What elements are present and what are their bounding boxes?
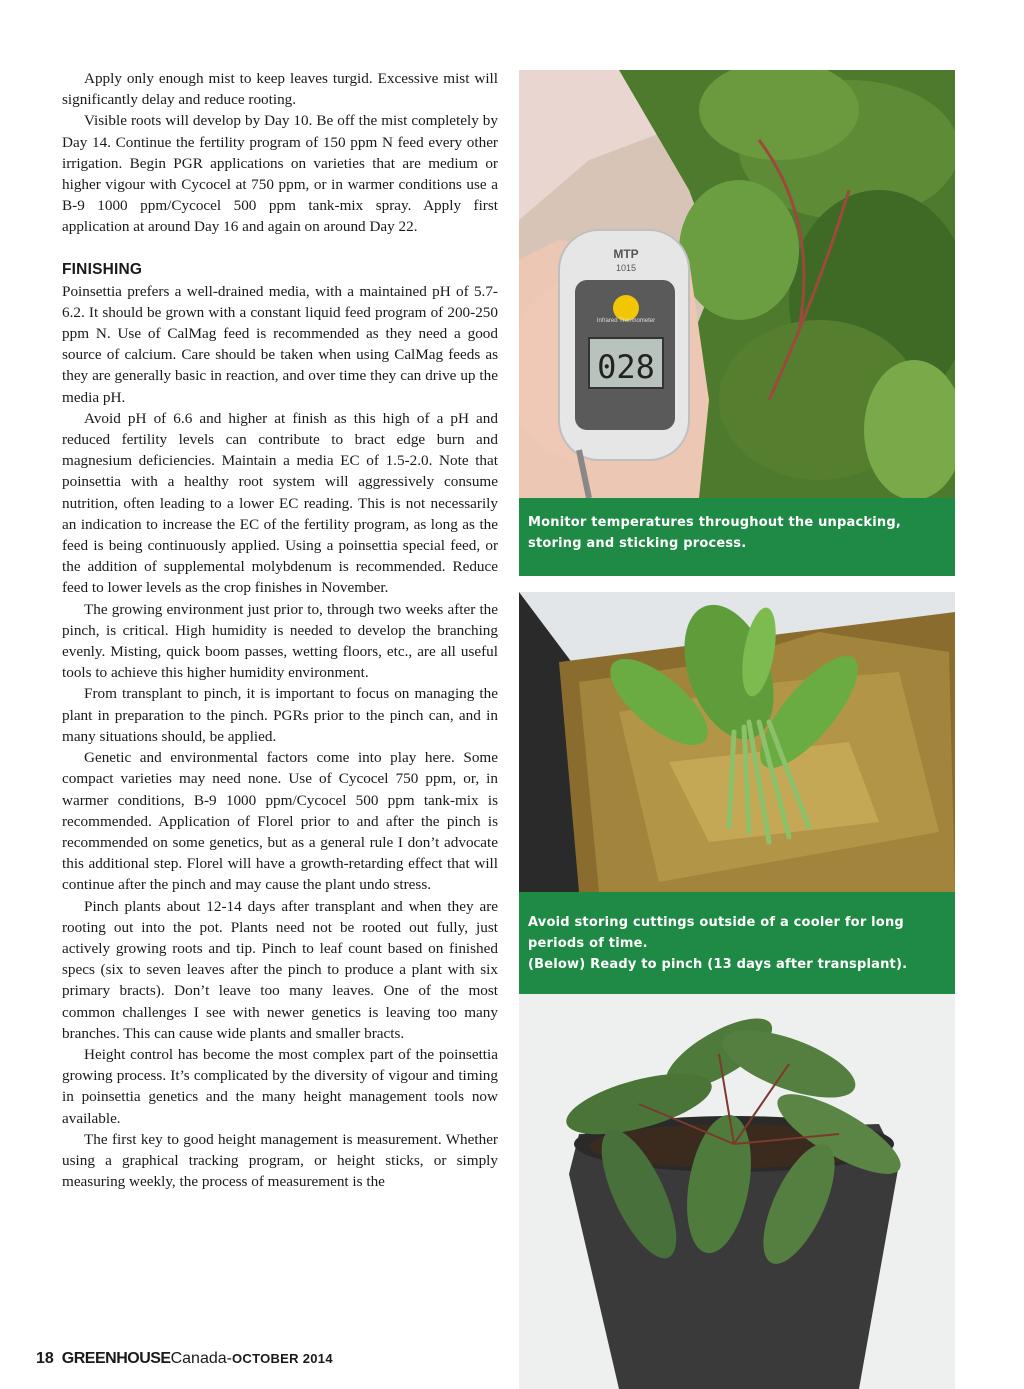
magazine-name-light: Canada	[170, 1350, 227, 1367]
magazine-name-bold: GREENHOUSE	[61, 1350, 171, 1367]
paragraph: Pinch plants about 12-14 days after transplant and when they are rooting out into the pot. Plants need not be rooted out fully, just actively growing roots and tip. Pinch to leaf count based on finished specs (six to seven leaves after the pinch to produce a plant with six primary bracts). Don’t leave too many leaves. One of the most common challenges I see with newer genetics is leaving too many branches. This can cause wide plants and smaller bracts.	[62, 897, 498, 1042]
article-column	[62, 68, 498, 1192]
potted-plant-photo	[519, 994, 955, 1389]
footer-separator: -	[226, 1350, 232, 1367]
page-number: 18	[36, 1350, 54, 1367]
page-footer	[36, 1350, 333, 1368]
thermometer-illustration	[519, 70, 955, 498]
paragraph: The first key to good height management is measurement. Whether using a graphical tracking program, or height sticks, or simply measuring weekly, the process of measurement is the	[62, 1130, 498, 1191]
thermometer-brand: MTP	[613, 247, 639, 261]
caption-line: (Below) Ready to pinch (13 days after transplant).	[528, 957, 908, 972]
caption-line: periods of time.	[528, 936, 648, 951]
cuttings-photo	[519, 592, 955, 892]
caption-storage	[519, 892, 955, 994]
thermometer-photo	[519, 70, 955, 498]
paragraph: Apply only enough mist to keep leaves turgid. Excessive mist will significantly delay and reduce rooting.	[62, 70, 498, 109]
paragraph: From transplant to pinch, it is important to focus on managing the plant in preparation to the pinch. PGRs prior to the pinch can, and in many situations should, be applied.	[62, 685, 498, 745]
paragraph: Genetic and environmental factors come into play here. Some compact varieties may need none. Use of Cycocel 750 ppm, or, in warmer conditions, B-9 1000 ppm/Cycocel 500 ppm tank-mix is recommended. Application of Florel prior to and after the pinch is recommended on some genetics, but as a general rule I don’t advocate this additional step. Florel will have a growth-retarding effect that will continue after the pinch and may cause the plant undo stress.	[62, 749, 498, 894]
section-heading: FINISHING	[62, 260, 143, 278]
thermometer-model: 1015	[615, 263, 637, 273]
caption-line: Avoid storing cuttings outside of a cooler for long	[528, 915, 904, 930]
paragraph: Poinsettia prefers a well-drained media, with a maintained pH of 5.7-6.2. It should be grown with a constant liquid feed program of 200-250 ppm N. Use of CalMag feed is recommended as they need a good source of calcium. Care should be taken when using CalMag feeds as they are generally basic in reaction, and over time they can drive up the media pH.	[62, 282, 498, 406]
cuttings-illustration	[519, 592, 955, 892]
paragraph: Avoid pH of 6.6 and higher at finish as this high of a pH and reduced fertility levels can contribute to bract edge burn and magnesium deficiencies. Maintain a media EC of 1.5-2.0. Note that poinsettia with a healthy root system will aggressively consume nutrition, often leading to a lower EC reading. This is not necessarily an indication to increase the EC of the fertility program, as long as the feed is being continuously applied. Using a poinsettia special feed, or the addition of supplemental molybdenum is recommended. Reduce feed to lower levels as the crop finishes in November.	[62, 409, 498, 597]
caption-temperature	[519, 498, 955, 576]
paragraph: Visible roots will develop by Day 10. Be off the mist completely by Day 14. Continue the fertility program of 150 ppm N feed every other irrigation. Begin PGR applications on varieties that are medium or higher vigour with Cycocel at 750 ppm, or in warmer conditions use a B-9 1000 ppm/Cycocel 500 ppm tank-mix spray. Apply first application at around Day 16 and again on around Day 22.	[62, 112, 498, 236]
issue-date: OCTOBER 2014	[231, 1351, 333, 1366]
paragraph: Height control has become the most complex part of the poinsettia growing process. It’s complicated by the diversity of vigour and timing in poinsettia genetics and the many height management tools now available.	[62, 1045, 498, 1127]
thermometer-label: Infrared Thermometer	[596, 318, 656, 324]
caption-line: Monitor temperatures throughout the unpacking,	[528, 515, 901, 530]
thermometer-reading: 028	[597, 348, 655, 386]
caption-line: storing and sticking process.	[528, 536, 747, 551]
paragraph: The growing environment just prior to, through two weeks after the pinch, is critical. High humidity is needed to develop the branching evenly. Misting, quick boom passes, wetting floors, etc., are all useful tools to achieve this higher humidity environment.	[62, 600, 498, 682]
potted-plant-illustration	[519, 994, 955, 1389]
